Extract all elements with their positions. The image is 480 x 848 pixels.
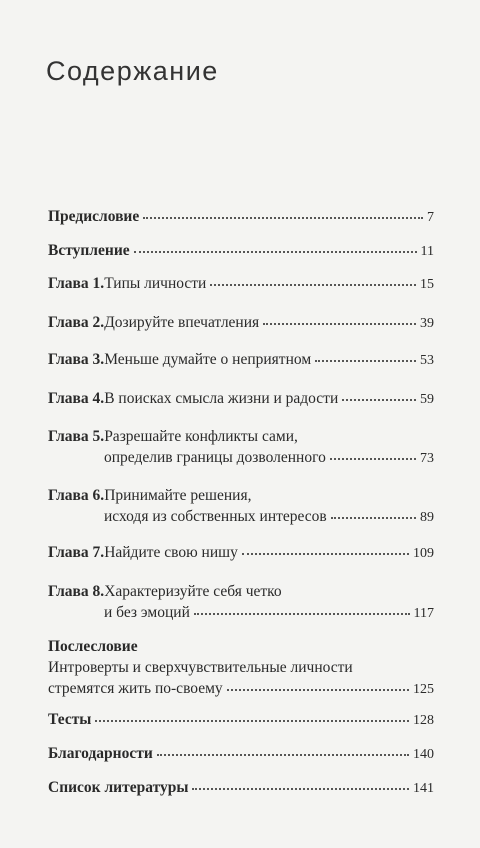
dot-leader bbox=[227, 685, 409, 691]
entry-title: Найдите свою нишу bbox=[104, 544, 238, 561]
entry-title: В поисках смысла жизни и радости bbox=[104, 390, 339, 407]
chapter-label: Глава 8. bbox=[48, 583, 105, 600]
entry-title: Вступление bbox=[48, 242, 130, 259]
chapter-label: Глава 7. bbox=[48, 544, 105, 561]
toc-entry-chapter-8[interactable] bbox=[48, 581, 434, 624]
page-number: 117 bbox=[413, 606, 434, 621]
table-of-contents bbox=[48, 0, 434, 848]
page-number: 11 bbox=[420, 244, 434, 259]
chapter-label: Глава 1. bbox=[48, 275, 105, 292]
chapter-label: Глава 4. bbox=[48, 390, 105, 407]
toc-entry-chapter-7[interactable] bbox=[48, 542, 434, 564]
page-number: 141 bbox=[413, 781, 434, 796]
page-number: 89 bbox=[420, 510, 434, 525]
dot-leader bbox=[210, 280, 416, 286]
entry-title-line-1: Интроверты и сверхчувствительные личности bbox=[48, 659, 353, 676]
dot-leader bbox=[315, 356, 416, 362]
entry-title-line-2: и без эмоций bbox=[104, 604, 190, 621]
entry-title-line-1: Характеризуйте себя четко bbox=[104, 583, 282, 600]
entry-title: Тесты bbox=[48, 711, 92, 728]
dot-leader bbox=[242, 549, 409, 555]
toc-entry-introduction[interactable] bbox=[48, 240, 434, 262]
toc-entry-chapter-3[interactable] bbox=[48, 349, 434, 371]
entry-title: Дозируйте впечатления bbox=[104, 314, 260, 331]
dot-leader bbox=[95, 716, 409, 722]
page-number: 7 bbox=[427, 210, 434, 225]
page-number: 53 bbox=[420, 353, 434, 368]
entry-heading: Послесловие bbox=[48, 638, 138, 655]
dot-leader bbox=[342, 395, 416, 401]
entry-title: Список литературы bbox=[48, 779, 189, 796]
dot-leader bbox=[192, 784, 409, 790]
page-number: 73 bbox=[420, 451, 434, 466]
page-number: 125 bbox=[413, 682, 434, 697]
page-number: 128 bbox=[413, 713, 434, 728]
entry-title: Благодарности bbox=[48, 745, 153, 762]
chapter-label: Глава 5. bbox=[48, 428, 105, 445]
toc-entry-afterword[interactable] bbox=[48, 636, 434, 700]
entry-title-line-2: стремятся жить по-своему bbox=[48, 680, 223, 697]
toc-entry-chapter-1[interactable] bbox=[48, 273, 434, 295]
dot-leader bbox=[134, 247, 417, 253]
dot-leader bbox=[330, 454, 416, 460]
page-title: Содержание bbox=[46, 56, 219, 86]
entry-title: Меньше думайте о неприятном bbox=[104, 351, 312, 368]
chapter-label: Глава 6. bbox=[48, 487, 105, 504]
dot-leader bbox=[263, 319, 416, 325]
chapter-label: Глава 3. bbox=[48, 351, 105, 368]
entry-title-line-1: Разрешайте конфликты сами, bbox=[104, 428, 298, 445]
toc-entry-acknowledgements[interactable] bbox=[48, 743, 434, 765]
dot-leader bbox=[157, 750, 409, 756]
entry-title: Типы личности bbox=[104, 275, 207, 292]
page-number: 59 bbox=[420, 392, 434, 407]
page-number: 15 bbox=[420, 277, 434, 292]
entry-title-line-1: Принимайте решения, bbox=[104, 487, 252, 504]
page-number: 109 bbox=[413, 546, 434, 561]
entry-title: Предисловие bbox=[48, 208, 140, 225]
toc-entry-preface[interactable] bbox=[48, 206, 434, 228]
dot-leader bbox=[194, 609, 410, 615]
toc-entry-tests[interactable] bbox=[48, 709, 434, 731]
toc-entry-chapter-2[interactable] bbox=[48, 312, 434, 334]
entry-title-line-2: определив границы дозволенного bbox=[104, 449, 326, 466]
chapter-label: Глава 2. bbox=[48, 314, 105, 331]
toc-entry-bibliography[interactable] bbox=[48, 777, 434, 799]
entry-title-line-2: исходя из собственных интересов bbox=[104, 508, 327, 525]
toc-entry-chapter-6[interactable] bbox=[48, 485, 434, 528]
dot-leader bbox=[331, 513, 416, 519]
page-number: 39 bbox=[420, 316, 434, 331]
page-number: 140 bbox=[413, 747, 434, 762]
toc-entry-chapter-5[interactable] bbox=[48, 426, 434, 469]
toc-entry-chapter-4[interactable] bbox=[48, 388, 434, 410]
dot-leader bbox=[143, 213, 423, 219]
